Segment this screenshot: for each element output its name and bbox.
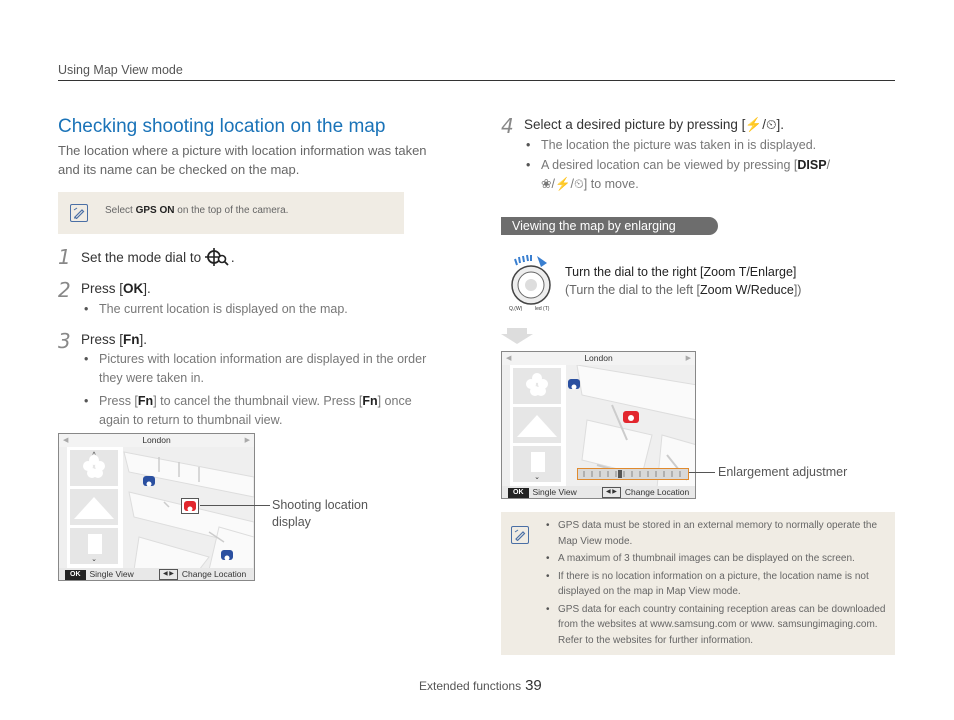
step-3-bullet-1: • Pictures with location information are displayed in the order they were taken in. — [84, 352, 427, 385]
note-box-bottom — [501, 512, 895, 655]
enlargement-callout: Enlargement adjustmer — [718, 465, 848, 479]
thumbnail-3[interactable] — [512, 445, 562, 483]
footer-label: Extended functions — [419, 679, 522, 693]
step-4-number: 4 — [501, 114, 514, 138]
thumbnail-2[interactable] — [69, 488, 119, 526]
shooting-location-callout: Shooting location display — [272, 498, 368, 529]
single-view-label: Single View — [89, 569, 134, 579]
thumbnail-2[interactable] — [512, 406, 562, 444]
subsection-title: Viewing the map by enlarging — [501, 217, 718, 235]
note-box-top — [58, 192, 404, 234]
page-footer — [419, 677, 542, 694]
left-arrow-icon: ◀ — [63, 437, 69, 444]
left-right-icon: ◀ ▶ — [602, 487, 621, 498]
step-1-number: 1 — [58, 245, 71, 269]
note-item: • If there is no location information on a picture, the location name is not displayed on the map in Map View mode. — [558, 569, 888, 600]
timer-icon: ⏲ — [765, 117, 777, 132]
step-4-bullet-1: • The location the picture was taken in is displayed. — [526, 138, 817, 152]
note-top-text: Select GPS ON on the top of the camera. — [105, 205, 289, 216]
step-2-text: Press [OK]. — [81, 281, 151, 296]
flash-icon: ⚡ — [554, 177, 571, 191]
selected-location-frame[interactable] — [181, 498, 199, 514]
callout-line-2 — [689, 472, 715, 473]
screen-1-location: London — [142, 435, 171, 445]
screen-2-topbar — [502, 352, 695, 365]
thumbnail-1[interactable] — [512, 367, 562, 405]
camera-location-icon-selected — [184, 501, 196, 511]
camera-location-icon[interactable] — [221, 550, 233, 560]
screen-1-map — [59, 447, 254, 568]
running-head: Using Map View mode — [58, 63, 183, 77]
flash-icon: ⚡ — [745, 117, 763, 132]
zoom-dial-icon: Q,(W) led (T) — [507, 253, 555, 313]
step-2-bullet: • The current location is displayed on the map. — [84, 302, 348, 316]
change-location-label: Change Location — [181, 569, 247, 579]
ok-button-label: OK — [508, 488, 529, 498]
section-intro: The location where a picture with location information was taken and its name can be checked on the map. — [58, 143, 427, 177]
note-icon — [70, 204, 88, 222]
ok-button-label: OK — [65, 570, 86, 580]
screen-2-bottombar — [502, 486, 695, 498]
camera-screen-2 — [501, 351, 696, 499]
single-view-label: Single View — [532, 487, 577, 497]
callout-line-1 — [200, 505, 270, 506]
header-rule — [58, 80, 895, 81]
screen-2-map — [502, 365, 695, 486]
step-3-text: Press [Fn]. — [81, 332, 148, 347]
down-arrow-icon — [501, 328, 533, 349]
note-icon — [511, 526, 529, 544]
note-item: • GPS data must be stored in an external memory to normally operate the Map View mode. — [558, 518, 888, 549]
note-item: • A maximum of 3 thumbnail images can be displayed on the screen. — [558, 551, 888, 567]
change-location-label: Change Location — [624, 487, 690, 497]
right-arrow-icon: ▶ — [244, 437, 250, 444]
section-title: Checking shooting location on the map — [58, 116, 386, 137]
svg-text:⌄: ⌄ — [91, 556, 97, 563]
step-4-text: Select a desired picture by pressing [⚡/⏲]. — [524, 117, 784, 132]
enlargement-scale-bar[interactable] — [577, 468, 689, 480]
camera-location-icon[interactable] — [143, 476, 155, 486]
zoom-instruction-1: Turn the dial to the right [Zoom T/Enlarge] — [565, 265, 797, 279]
left-arrow-icon: ◀ — [506, 355, 512, 362]
camera-screen-1 — [58, 433, 255, 581]
camera-location-icon[interactable] — [568, 379, 580, 389]
fn-key: Fn — [123, 332, 140, 347]
step-3-bullet-2: • Press [Fn] to cancel the thumbnail view. Press [Fn] once again to return to thumbnail view. — [84, 394, 412, 427]
screen-2-location: London — [584, 353, 613, 363]
svg-text:⌄: ⌄ — [534, 474, 540, 481]
thumbnail-1[interactable] — [69, 449, 119, 487]
camera-location-icon-selected[interactable] — [623, 411, 639, 423]
step-3-number: 3 — [58, 329, 71, 353]
note-list — [558, 518, 888, 650]
step-1-text: Set the mode dial to . — [81, 248, 235, 269]
right-arrow-icon: ▶ — [685, 355, 691, 362]
screen-1-topbar — [59, 434, 254, 447]
note-item: • GPS data for each country containing reception areas can be downloaded from the websites at www.samsung.com or www. samsungimaging.com. Refer to the websites for further information. — [558, 602, 888, 649]
svg-text:^: ^ — [92, 452, 96, 459]
macro-icon: ❀ — [541, 177, 552, 191]
step-2-number: 2 — [58, 278, 71, 302]
step-4-bullet-2: • A desired location can be viewed by pressing [DISP/❀/⚡/⏲] to move. — [526, 158, 831, 191]
screen-1-bottombar — [59, 568, 254, 580]
zoom-instruction-2: (Turn the dial to the left [Zoom W/Reduce]) — [565, 283, 802, 297]
thumbnail-3[interactable] — [69, 527, 119, 565]
timer-icon: ⏲ — [574, 177, 584, 191]
left-right-icon: ◀ ▶ — [159, 569, 178, 580]
page-number: 39 — [525, 677, 542, 694]
ok-key: OK — [123, 281, 144, 296]
gps-mode-icon — [205, 248, 231, 269]
